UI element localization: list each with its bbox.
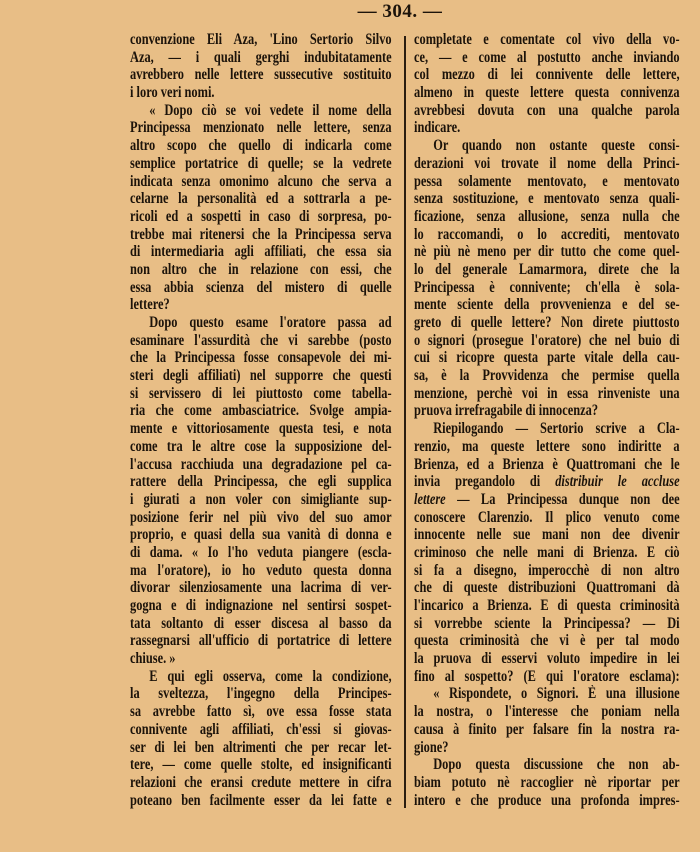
- line-text: ma l'oratore), io ho veduto questa donna: [130, 561, 392, 579]
- text-line: [130, 84, 392, 102]
- text-line: [414, 632, 680, 650]
- line-text: Principessa menzionato nelle lettere, senza: [130, 119, 392, 137]
- line-text: completate e comentate col vivo della vo-: [414, 31, 680, 48]
- text-line: [130, 279, 392, 297]
- line-text: Aza, — i quali gerghi indubitatamente: [130, 48, 392, 66]
- line-text: convenzione Eli Aza, 'Lino Sertorio Silvo: [130, 31, 392, 48]
- text-line: [130, 137, 392, 155]
- line-text: ficazione, senza allusione, senza nulla che: [414, 207, 680, 225]
- text-line: [414, 137, 680, 155]
- line-text: sa avrebbe fatto sì, ove essa fosse stata: [130, 703, 392, 721]
- text-line: [130, 349, 392, 367]
- line-text: poteano ben facilmente esser da lei fatte e: [130, 791, 392, 809]
- line-text: Dopo questa discussione che non ab-: [433, 756, 680, 774]
- line-text: posizione ferir nel più vivo del suo amor: [130, 508, 392, 526]
- line-text: cui si ricopre questa parte vitale della cau-: [414, 349, 680, 367]
- line-text: divorar silenziosamente una lacrima di ver-: [130, 579, 392, 597]
- text-line: [414, 597, 680, 615]
- text-line: [130, 402, 392, 420]
- line-text: mente sciente della provvenienza e del se-: [414, 296, 680, 314]
- page-number: [0, 0, 700, 24]
- line-text: tata soltanto di esser discesa al basso da: [130, 614, 392, 632]
- line-text: trebbe mai ritenersi che la Principessa serva: [130, 225, 392, 243]
- text-line: [130, 473, 392, 491]
- line-text: E qui egli osserva, come la condizione,: [149, 667, 392, 685]
- line-text: Or quando non ostante queste consi-: [433, 137, 680, 155]
- text-line: [414, 314, 680, 332]
- line-text: lo del generale Lamarmora, direte che la: [414, 260, 680, 278]
- text-line: [130, 332, 392, 350]
- text-line: [130, 615, 392, 633]
- text-line: [414, 456, 680, 474]
- text-line: [414, 296, 680, 314]
- line-text: steri degli affiliati) nel supporre che questi: [130, 367, 392, 385]
- line-text: conoscere Clarenzio. Il plico venuto come: [414, 508, 680, 526]
- right-column: [414, 31, 680, 809]
- text-line: [414, 473, 680, 491]
- text-line: [130, 756, 392, 774]
- text-line: [414, 66, 680, 84]
- text-line: [130, 296, 392, 314]
- text-line: [130, 49, 392, 67]
- line-text: la pruova di esservi voluto impedire in lei: [414, 650, 680, 668]
- text-line: [130, 491, 392, 509]
- line-text: chiuse. »: [130, 650, 176, 668]
- text-line: [130, 650, 392, 668]
- line-text: ricoli ed a sospetti in caso di sorpresa, po-: [130, 207, 392, 225]
- text-line: [414, 261, 680, 279]
- line-text: lo raccomandi, o lo accrediti, mentovato: [414, 225, 680, 243]
- line-text: col mezzo di lei connivente delle lettere,: [414, 66, 680, 84]
- text-line: [130, 190, 392, 208]
- text-line: [414, 650, 680, 668]
- text-line: [414, 332, 680, 350]
- text-line: [130, 456, 392, 474]
- text-line: [414, 243, 680, 261]
- text-line: [414, 173, 680, 191]
- line-text: altro scopo che quello di indicarla come: [130, 137, 392, 155]
- left-column: [130, 31, 392, 809]
- column-divider: [404, 36, 406, 808]
- italic-text: distribuir le accluse: [555, 473, 680, 491]
- text-line: [130, 703, 392, 721]
- line-text: intero e che produce una profonda impres-: [414, 791, 680, 809]
- line-text: almeno in queste lettere questa connivenza: [414, 84, 680, 102]
- text-line: [414, 703, 680, 721]
- text-line: [130, 562, 392, 580]
- text-line: [414, 420, 680, 438]
- line-text: Brienza, ed a Brienza è Quattromani che le: [414, 455, 680, 473]
- text-line: [130, 438, 392, 456]
- text-line: [414, 102, 680, 120]
- line-text: senza sostituzione, e mentovato senza quali-: [414, 190, 680, 208]
- text-line: [414, 544, 680, 562]
- line-text: renzio, ma queste lettere sono indiritte a: [414, 437, 680, 455]
- text-line: [414, 349, 680, 367]
- text-line: [414, 226, 680, 244]
- line-text: i giurati a non voler con simigliante sup-: [130, 490, 392, 508]
- line-text: l'incarico a Brienza. E di questa criminosità: [414, 597, 680, 614]
- text-line: [130, 226, 392, 244]
- line-text: menzione, perchè voi in essa rinveniste una: [414, 384, 680, 402]
- line-text: o signori (prosegue l'oratore) che nel buio di: [414, 331, 680, 349]
- text-line: [414, 792, 680, 810]
- text-line: [414, 774, 680, 792]
- line-text: Dopo questo esame l'oratore passa ad: [149, 314, 392, 331]
- line-text: relazioni che eransi credute mettere in cifra: [130, 773, 392, 791]
- text-line: [414, 739, 680, 757]
- text-line: [130, 66, 392, 84]
- text-line: [130, 208, 392, 226]
- text-line: [414, 84, 680, 102]
- text-line: [130, 314, 392, 332]
- text-line: [130, 261, 392, 279]
- line-text: connivente agli affiliati, ch'essi si giovas-: [130, 720, 392, 738]
- line-text: si fa a disegno, imperocchè di non altro: [414, 561, 680, 579]
- line-text: l'accusa racchiuda una degradazione pel ca-: [130, 455, 392, 473]
- line-text: lettere?: [130, 296, 170, 314]
- line-text: ce, — e come al postutto anche inviando: [414, 48, 680, 66]
- text-line: [414, 190, 680, 208]
- text-line: [130, 579, 392, 597]
- line-text: semplice portatrice di quelle; se la vedrete: [130, 154, 392, 172]
- line-text: mente e vittoriosamente questa tesi, e nota: [130, 420, 392, 438]
- text-line: [414, 49, 680, 67]
- line-text: rattere della Principessa, che egli supplica: [130, 473, 392, 491]
- line-text: rassegnarsi all'ufficio di portatrice di lettere: [130, 632, 392, 650]
- line-text: i loro veri nomi.: [130, 84, 215, 102]
- text-line: [414, 756, 680, 774]
- line-text: causa à finito per falsare fin la nostra ra-: [414, 720, 680, 738]
- text-line: [414, 491, 680, 509]
- text-line: [414, 526, 680, 544]
- line-text: criminoso che nelle mani di Brienza. E ciò: [414, 543, 680, 561]
- line-text: greto di quelle lettere? Non direte piuttosto: [414, 314, 680, 331]
- text-line: [130, 155, 392, 173]
- line-text: nè più nè meno per dir tutto che come quel-: [414, 243, 680, 261]
- line-text: biam potuto nè raccoglier nè riportar per: [414, 773, 680, 791]
- text-line: [130, 31, 392, 49]
- line-text: pruova irrefragabile di innocenza?: [414, 402, 599, 420]
- line-text: celarne la personalità ed a sottrarla a pe-: [130, 190, 392, 208]
- page-number-text: — 304. —: [357, 1, 443, 22]
- text-line: [130, 721, 392, 739]
- text-line: [414, 385, 680, 403]
- line-text: — La Principessa dunque non dee: [445, 490, 680, 508]
- line-text: proprio, e quasi della sua vanità di donna e: [130, 526, 392, 544]
- line-text: si servissero di lei piuttosto come tabella-: [130, 384, 392, 402]
- text-line: [130, 668, 392, 686]
- line-text: derazioni voi trovate il nome della Princi-: [414, 154, 680, 172]
- text-line: [414, 279, 680, 297]
- text-line: [130, 385, 392, 403]
- text-line: [414, 685, 680, 703]
- text-line: [414, 668, 680, 686]
- line-text: essa abbia scienza del mistero di quelle: [130, 278, 392, 296]
- line-text: che di queste distribuzioni Quattromani dà: [414, 579, 680, 597]
- line-text: esaminare l'assurdità che vi sarebbe (posto: [130, 331, 392, 349]
- line-text: ria che come ambasciatrice. Svolge ampia-: [130, 402, 392, 420]
- text-line: [130, 774, 392, 792]
- text-line: [414, 438, 680, 456]
- text-line: [414, 562, 680, 580]
- text-line: [130, 173, 392, 191]
- text-line: [130, 632, 392, 650]
- text-line: [130, 243, 392, 261]
- line-text: che la Principessa fosse consapevole dei mi-: [130, 349, 392, 367]
- line-text: indicare.: [414, 119, 461, 137]
- line-text: innocente nelle sue mani non dee divenir: [414, 526, 680, 544]
- line-text: non altro che in relazione con essi, che: [130, 260, 392, 278]
- line-text: avrebbesi dovuta con una qualche parola: [414, 101, 680, 119]
- text-line: [414, 155, 680, 173]
- line-text: gogna e di indignazione nel sentirsi sospet-: [130, 597, 392, 614]
- text-line: [414, 509, 680, 527]
- text-line: [414, 31, 680, 49]
- text-line: [414, 721, 680, 739]
- line-text: di intermediaria agli affiliati, che essa sia: [130, 243, 392, 261]
- line-text: fino al sospetto? (E qui l'oratore esclama):: [414, 667, 680, 685]
- line-text: tere, — come quelle stolte, ed insignificanti: [130, 756, 392, 774]
- line-text: la nostra, o l'interesse che poniam nella: [414, 703, 680, 721]
- line-text: Riepilogando — Sertorio scrive a Cla-: [433, 420, 680, 438]
- text-line: [130, 685, 392, 703]
- text-line: [414, 208, 680, 226]
- line-text: sa, è la Provvidenza che permise quella: [414, 367, 680, 385]
- text-line: [130, 102, 392, 120]
- line-text: la sveltezza, l'ingegno della Principes-: [130, 685, 392, 703]
- text-line: [130, 597, 392, 615]
- line-text: pessa solamente mentovato, e mentovato: [414, 172, 680, 190]
- text-line: [414, 402, 680, 420]
- text-line: [130, 420, 392, 438]
- text-line: [130, 526, 392, 544]
- text-line: [130, 367, 392, 385]
- line-text: come tra le altre cose la supposizione del-: [130, 437, 392, 455]
- text-line: [130, 544, 392, 562]
- line-text: questa criminosità che vi è per tal modo: [414, 632, 680, 650]
- text-line: [414, 615, 680, 633]
- text-line: [130, 119, 392, 137]
- text-line: [130, 739, 392, 757]
- text-line: [414, 367, 680, 385]
- text-line: [130, 509, 392, 527]
- line-text: « Rispondete, o Signori. È una illusione: [433, 685, 680, 703]
- line-text: Principessa è connivente; ch'ella è sola-: [414, 278, 680, 296]
- line-text: indicata senza omonimo alcuno che serva a: [130, 172, 392, 190]
- line-text: si vorrebbe sciente la Principessa? — Di: [414, 614, 680, 632]
- line-text: gione?: [414, 738, 449, 756]
- line-text: invia pregandolo di: [414, 473, 556, 491]
- line-text: avrebbero nelle lettere sussecutive sostituito: [130, 66, 392, 84]
- line-text: « Dopo ciò se voi vedete il nome della: [149, 101, 392, 119]
- text-line: [414, 579, 680, 597]
- line-text: di dama. « Io l'ho veduta piangere (escla-: [130, 543, 392, 561]
- text-line: [414, 119, 680, 137]
- line-text: ser di lei ben altrimenti che per recar let-: [130, 738, 392, 756]
- italic-text: lettere: [414, 490, 446, 508]
- text-line: [130, 792, 392, 810]
